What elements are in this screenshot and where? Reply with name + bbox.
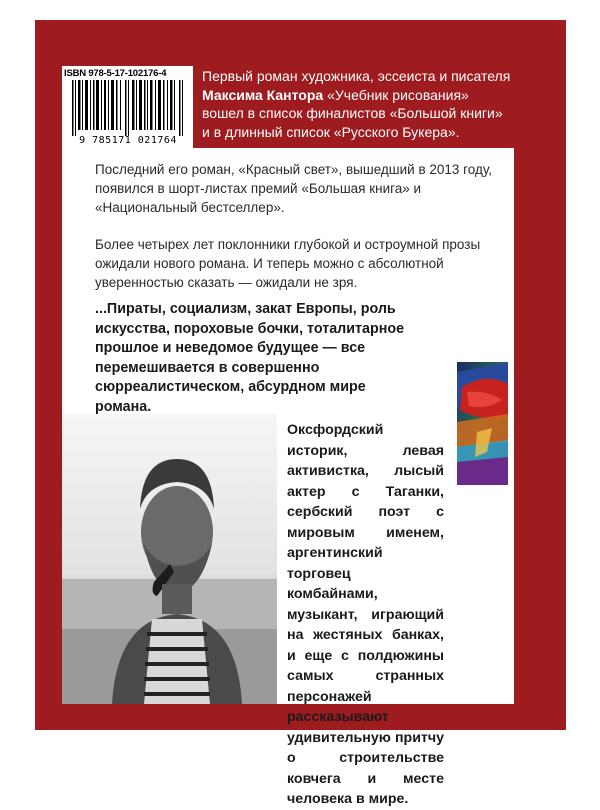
book-title: «Учебник рисования»	[327, 86, 469, 103]
painting-image	[457, 362, 508, 485]
prize-name: «Русского Букера»	[333, 123, 456, 140]
paragraph-last-novel: Последний его роман, «Красный свет», вышедший в 2013 году, появился в шорт-листах премий «Большая книга» и «Национальный бестселлер».	[95, 162, 493, 215]
author-name: Максима Кантора	[202, 86, 324, 103]
ean-digits: 9 785171 021764	[79, 135, 177, 146]
isbn-label: ISBN 978-5-17-102176-4	[64, 68, 167, 79]
author-photo	[62, 414, 277, 704]
intro-text: Первый роман художника, эссеиста и писателя Максима Кантора «Учебник рисования» вошел в список финалистов «Большой книги» и в длинный список «Русского Букера».	[202, 68, 511, 140]
barcode-icon	[72, 80, 184, 136]
paragraph-waiting: Более четырех лет поклонники глубокой и остроумной прозы ожидали нового романа. И теперь можно с абсолютной уверенностью сказать — ожидали не зря.	[95, 237, 481, 290]
quote-block: ...Пираты, социализм, закат Европы, роль искусства, пороховые бочки, тоталитарное прошлое и неведомое будущее — все перемешивается в совершенно сюрреалистическом, абсурдном мире романа.	[95, 301, 405, 415]
description-text: Оксфордский историк, левая активистка, лысый актер с Таганки, сербский поэт с мировым именем, аргентинский торговец комбайнами, музыкант, играющий на жестяных банках, и еще с полдюжины самых странных персонажей рассказывают удивительную притчу о строительстве ковчега и месте человека в мире.	[287, 422, 444, 807]
barcode-block	[62, 66, 193, 150]
